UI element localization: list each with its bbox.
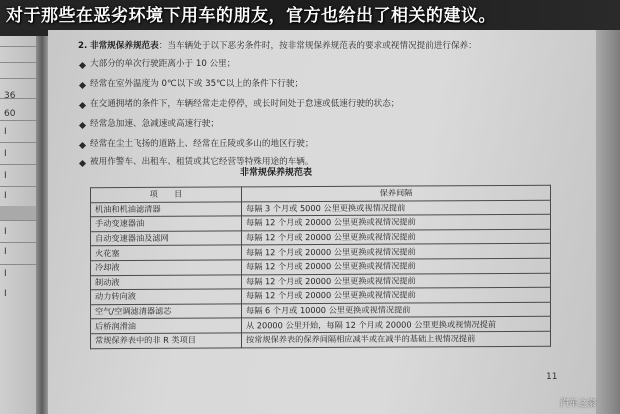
table-cell-item: 冷却液 (91, 260, 242, 275)
section-heading: 非常规保养规范表 (89, 41, 159, 51)
left-page-cell: I (4, 289, 7, 299)
watermark: 汽车之家 (560, 399, 597, 409)
left-page-rule (0, 186, 36, 187)
table-cell-item: 后桥润滑油 (91, 318, 242, 333)
table-cell-item: 手动变速器油 (91, 216, 242, 231)
left-page-rule (0, 62, 36, 63)
section-intro: ：当车辆处于以下恶劣条件时，按非常规保养规范表的要求或视情况提前进行保养： (158, 41, 477, 51)
condition-item: 大部分的单次行驶距离小于 10 公里； (90, 59, 236, 69)
left-page-cell: I (4, 149, 7, 159)
left-page-cell: I (4, 171, 7, 181)
table-cell-item: 动力转向液 (91, 289, 242, 304)
table-cell-interval: 每隔 12 个月或 20000 公里更换或视情况提前 (242, 258, 551, 274)
table-title: 非常规保养规范表 (240, 168, 313, 178)
table-cell-item: 常规保养表中的非 R 类项目 (91, 333, 242, 348)
table-cell-interval: 每隔 6 个月或 10000 公里更换或视情况提前 (242, 302, 551, 318)
left-page-cell: 36 (4, 91, 16, 101)
left-page-shaded-row (0, 206, 36, 220)
left-page-rule (0, 78, 36, 79)
table-cell-interval: 每隔 12 个月或 20000 公里更换或视情况提前 (242, 273, 551, 289)
right-page-edge (596, 30, 620, 414)
table-cell-interval: 每隔 12 个月或 20000 公里更换或视情况提前 (242, 229, 551, 245)
condition-item: 被用作警车、出租车、租赁或其它经营等特殊用途的车辆。 (90, 157, 314, 167)
table-cell-item: 火花塞 (91, 245, 242, 260)
left-page-rule (0, 164, 36, 165)
page-number: 11 (546, 372, 558, 382)
table-cell-interval: 每隔 12 个月或 20000 公里更换或视情况提前 (242, 214, 551, 230)
left-page (0, 36, 36, 414)
condition-item: 经常在室外温度为 0℃以下或 35℃以上的条件下行驶； (90, 79, 304, 89)
column-header-item: 项 目 (91, 187, 242, 202)
table-cell-item: 自动变速器油及滤网 (91, 231, 242, 246)
table-cell-item: 制动液 (91, 274, 242, 289)
table-cell-item: 空气/空调滤清器滤芯 (91, 304, 242, 319)
left-page-rule (0, 142, 36, 143)
table-cell-interval: 按常规保养表的保养间隔相应减半或在减半的基础上视情况提前 (242, 331, 551, 347)
left-page-rule (0, 220, 36, 221)
left-page-cell: I (4, 247, 7, 257)
left-page-cell: 60 (4, 109, 16, 119)
condition-item: 经常急加速、急减速或高速行驶； (90, 119, 219, 129)
maintenance-table (90, 185, 551, 349)
left-page-cell: I (4, 127, 7, 137)
condition-item: 在交通拥堵的条件下，车辆经常走走停停，或长时间处于怠速或低速行驶的状态； (90, 99, 400, 109)
table-row (91, 331, 551, 348)
table-cell-item: 机油和机油滤清器 (91, 202, 242, 217)
left-page-rule (0, 46, 36, 47)
photo-caption: 对于那些在恶劣环境下用车的朋友，官方也给出了相关的建议。 (6, 6, 496, 26)
table-cell-interval: 每隔 3 个月或 5000 公里更换或视情况提前 (242, 200, 551, 216)
left-page-rule (0, 242, 36, 243)
table-cell-interval: 每隔 12 个月或 20000 公里更换或视情况提前 (242, 244, 551, 260)
table-cell-interval: 从 20000 公里开始，每隔 12 个月或 20000 公里更换或视情况提前 (242, 317, 551, 333)
column-header-interval: 保养间隔 (242, 185, 551, 201)
table-cell-interval: 每隔 12 个月或 20000 公里更换或视情况提前 (242, 287, 551, 303)
book-spine (36, 36, 48, 414)
left-page-cell: I (4, 227, 7, 237)
section-heading-line (78, 40, 477, 52)
section-number: 2. (78, 41, 88, 51)
left-page-cell: I (4, 191, 7, 201)
left-page-rule (0, 264, 36, 265)
condition-item: 经常在尘土飞扬的道路上、经常在丘陵或多山的地区行驶； (90, 139, 314, 149)
left-page-cell: I (4, 269, 7, 279)
